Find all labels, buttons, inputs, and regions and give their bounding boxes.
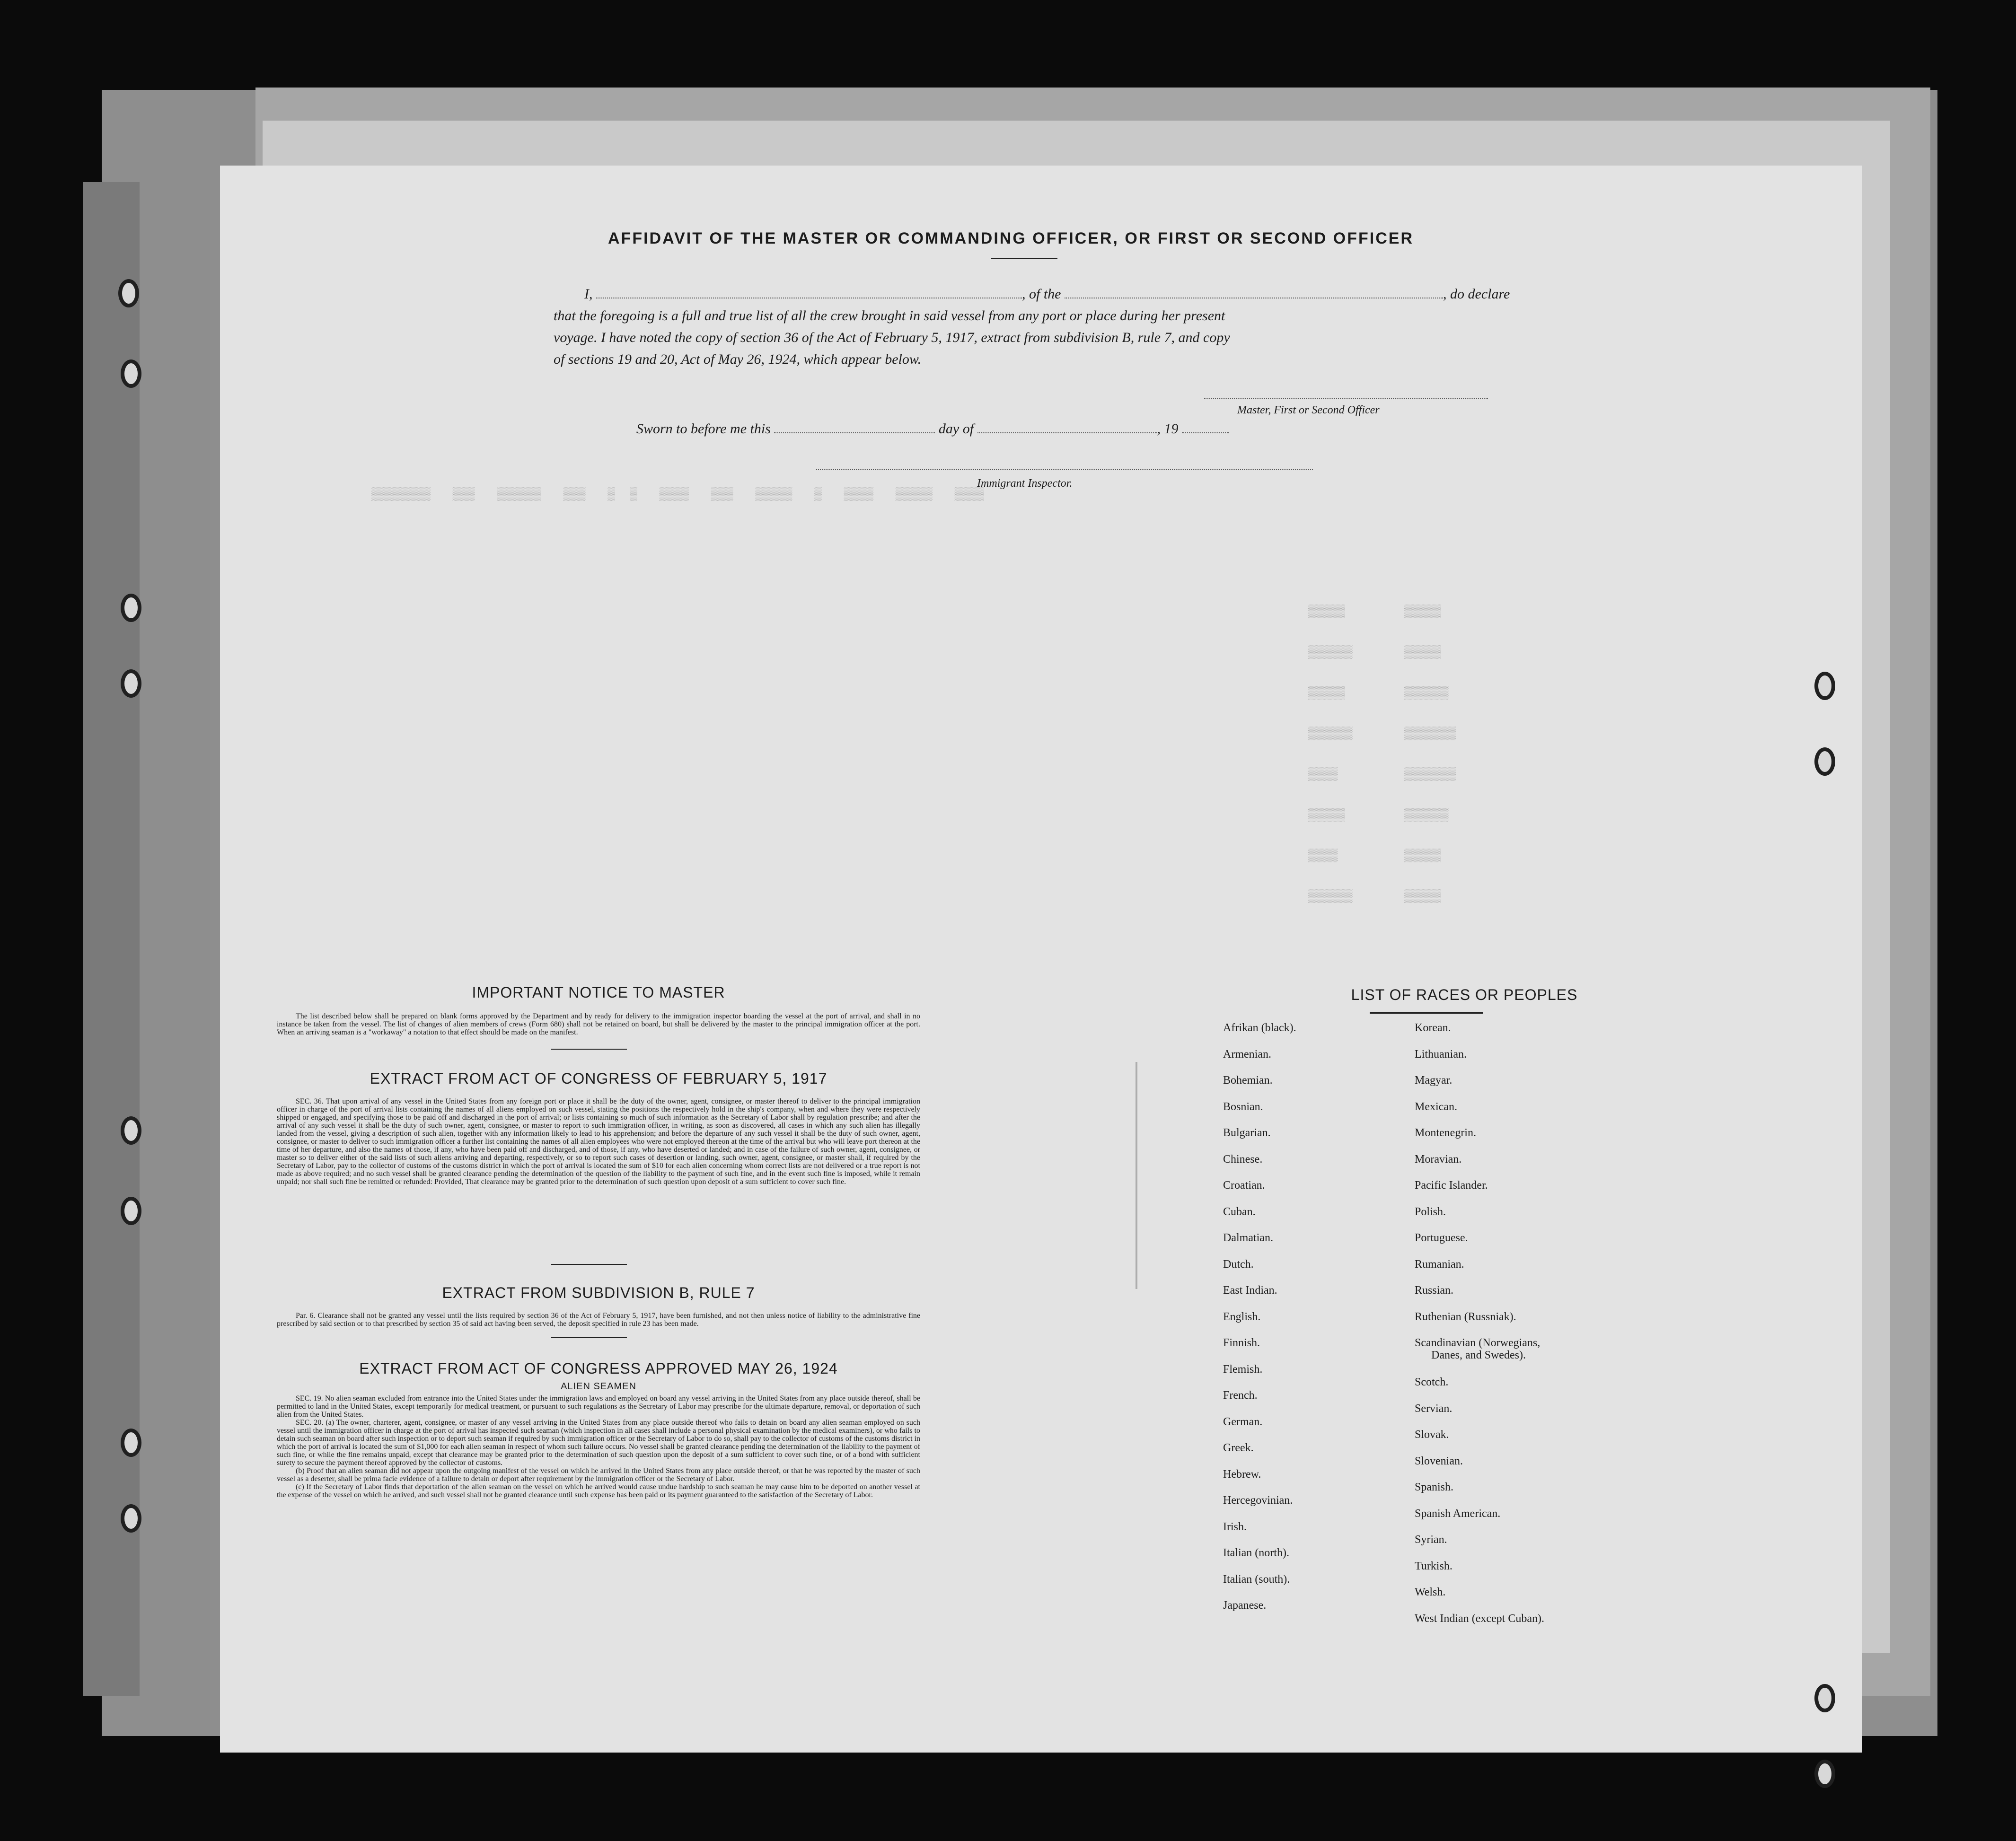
punch-hole [1814, 672, 1835, 700]
month-blank[interactable] [977, 432, 1157, 433]
race-item: Hercegovinian. [1223, 1494, 1293, 1507]
affidavit-line4: of sections 19 and 20, Act of May 26, 1924, which appear below. [554, 351, 922, 367]
year-blank[interactable] [1182, 432, 1229, 433]
race-item: Hebrew. [1223, 1468, 1261, 1481]
race-item: Dalmatian. [1223, 1232, 1273, 1244]
back-sheet-left-strip [83, 182, 140, 1696]
manifest-page [220, 166, 1862, 1753]
race-item: Russian. [1415, 1284, 1454, 1297]
affidavit-do-declare: , do declare [1443, 286, 1510, 302]
race-item: Flemish. [1223, 1363, 1263, 1376]
race-item: Montenegrin. [1415, 1127, 1476, 1139]
extract-1917-title: EXTRACT FROM ACT OF CONGRESS OF FEBRUARY 5, 1917 [370, 1070, 828, 1087]
affidavit-line2: that the foregoing is a full and true list of all the crew brought in said vessel from any port or place during her present [554, 308, 1225, 324]
punch-hole [121, 1504, 141, 1533]
sec20c-text: (c) If the Secretary of Labor finds that deportation of the alien seaman on the vessel on which he arrived would cause undue hardship to such seaman he may cause him to be deported on another vessel at the expense of the vessel on which he arrived, and such vessel shall not be granted clearance until such expense has been paid or its payment guaranteed to the satisfaction of the Secretary of Labor. [277, 1483, 920, 1499]
year-label: , 19 [1157, 421, 1179, 437]
race-item: Bulgarian. [1223, 1127, 1271, 1139]
races-title: LIST OF RACES OR PEOPLES [1351, 986, 1578, 1003]
race-item: French. [1223, 1389, 1258, 1402]
master-label: Master, First or Second Officer [1237, 404, 1380, 416]
race-item: East Indian. [1223, 1284, 1277, 1297]
punch-hole [118, 279, 139, 307]
race-item: Magyar. [1415, 1074, 1453, 1087]
race-item: Danes, and Swedes). [1431, 1349, 1526, 1361]
race-item: Slovak. [1415, 1429, 1449, 1441]
race-item: Afrikan (black). [1223, 1022, 1296, 1034]
race-item: Croatian. [1223, 1179, 1265, 1192]
race-item: Scotch. [1415, 1376, 1449, 1389]
race-item: Bosnian. [1223, 1100, 1263, 1113]
affidavit-line1 [584, 284, 1725, 305]
race-item: West Indian (except Cuban). [1415, 1612, 1544, 1625]
section-rule [551, 1049, 627, 1050]
punch-hole [121, 669, 141, 698]
sec20a-text: SEC. 20. (a) The owner, charterer, agent, consignee, or master of any vessel arriving in the United States from any place outside thereof who fails to detain on board any alien seaman employed on such vessel until the immigration officer in charge at the port of arrival has inspected such seaman (which inspection in all cases shall include a personal physical examination by the medical examiners), or who fails to detain such seaman on board after such inspection or to deport such seaman if required by such immigration officer or the Secretary of Labor to do so, shall pay to the collector of customs of the customs district in which the port of arrival is located the sum of $1,000 for each alien seaman in respect of whom such failure occurs. No vessel shall be granted clearance pending the determination of the liability to the payment of such fine, or while the fine remains unpaid, except that clearance may be granted prior to the determination of such question upon the deposit of a sum sufficient to cover such fine, or of a bond with sufficient surety to secure the payment thereof approved by the collector of customs. [277, 1419, 920, 1467]
bleed-through-marks: ▒▒▒▒▒▒▒▒ ▒▒▒ ▒▒▒▒▒▒ ▒▒▒ ▒ ▒ ▒▒▒▒ ▒▒▒ ▒▒▒▒▒ ▒ ▒▒▒▒ ▒▒▒▒▒ ▒▒▒▒ [371, 487, 985, 501]
day-label: day of [938, 421, 974, 437]
race-item: Welsh. [1415, 1586, 1446, 1599]
race-item: Spanish. [1415, 1481, 1454, 1494]
notice-body: The list described below shall be prepared on blank forms approved by the Department and by ready for delivery to the immigration inspector boarding the vessel at the port of arrival, and shall in no instance be taken from the vessel. The list of changes of alien members of crews (Form 680) shall not be retained on board, but shall be delivered by the master to the principal immigration officer at the port. When an arriving seaman is a "workaway" a notation to that effect should be made on the manifest. [277, 1012, 920, 1036]
race-item: Greek. [1223, 1442, 1254, 1454]
race-item: Armenian. [1223, 1048, 1271, 1061]
sworn-label: Sworn to before me this [636, 421, 771, 437]
race-item: Chinese. [1223, 1153, 1263, 1166]
extract-1917-body: SEC. 36. That upon arrival of any vessel in the United States from any foreign port or place it shall be the duty of the owner, agent, consignee, or master thereof to deliver to the principal immigration officer in charge of the port of arrival lists containing the names of all aliens employed on such vessel, stating the positions the respectively hold in the ship's company, when and where they were respectively shipped or engaged, and specifying those to be paid off and discharged in the port of arrival; or lists containing so much of such information as the Secretary of Labor shall by regulation prescribe; and after the arrival of any such vessel it shall be the duty of such owner, agent, consignee, or master to report to such immigration officer, in writing, as soon as discovered, all cases in which any such alien has illegally landed from the vessel, giving a description of such alien, together with any information likely to lead to his apprehension; and before the departure of any such vessel it shall be the duty of such owner, agent, consignee, or master to deliver to such immigration officer a further list containing the names of all alien employees who were not employed thereon at the time of the arrival but who will leave port thereon at the time of her departure, and also the names of those, if any, who have been paid off and discharged, and of those, if any, who have deserted or landed; and in case of the failure of such owner, agent, consignee, or master so to deliver either of the said lists of such aliens arriving and departing, respectively, or so to report such cases of desertion or landing, such owner, agent, consignee, or master shall, if required by the Secretary of Labor, pay to the collector of customs of the customs district in which the port of arrival is located the sum of $10 for each alien concerning whom correct lists are not delivered or a true report is not made as above required; and no such vessel shall be granted clearance pending the determination of the question of the liability to the payment of such fine, and in the event such fine is imposed, while it remain unpaid; nor shall such fine be remitted or refunded: Provided, That clearance may be granted prior to the determination of such question upon deposit of a sum sufficient to cover such fine. [277, 1097, 920, 1186]
race-item: Scandinavian (Norwegians, [1415, 1337, 1541, 1349]
race-item: Finnish. [1223, 1337, 1260, 1349]
sworn-line [636, 419, 1346, 439]
race-item: Moravian. [1415, 1153, 1462, 1166]
race-item: Cuban. [1223, 1205, 1256, 1218]
race-item: Syrian. [1415, 1534, 1447, 1546]
race-item: Italian (north). [1223, 1547, 1289, 1559]
race-item: Polish. [1415, 1205, 1446, 1218]
affidavit-of-the: , of the [1022, 286, 1061, 302]
affidavit-title: AFFIDAVIT OF THE MASTER OR COMMANDING OFFICER, OR FIRST OR SECOND OFFICER [608, 229, 1414, 247]
master-signature-line[interactable] [1204, 397, 1488, 399]
title-rule [991, 258, 1057, 259]
punch-hole [121, 1197, 141, 1225]
race-item: Slovenian. [1415, 1455, 1463, 1467]
race-item: Pacific Islander. [1415, 1179, 1488, 1192]
notice-title: IMPORTANT NOTICE TO MASTER [472, 984, 725, 1001]
race-item: Mexican. [1415, 1100, 1457, 1113]
affidavit-line3: voyage. I have noted the copy of section 36 of the Act of February 5, 1917, extract from subdivision B, rule 7, and copy [554, 330, 1230, 345]
punch-hole [1814, 1684, 1835, 1712]
bleed-through-marks: ▒▒▒▒▒ ▒▒▒▒▒ ▒▒▒▒▒▒ ▒▒▒▒▒ ▒▒▒▒▒ ▒▒▒▒▒▒ ▒▒▒▒▒▒ ▒▒▒▒▒▒▒ ▒▒▒▒ ▒▒▒▒▒▒▒ ▒▒▒▒▒ ▒▒▒▒▒▒ ▒▒▒▒ ▒▒▒▒▒ ▒▒▒▒▒▒ ▒▒▒▒▒ [1308, 605, 1456, 903]
race-item: Portuguese. [1415, 1232, 1468, 1244]
race-item: Japanese. [1223, 1599, 1267, 1612]
extract-1924-title: EXTRACT FROM ACT OF CONGRESS APPROVED MAY 26, 1924 [359, 1360, 838, 1377]
race-item: Dutch. [1223, 1258, 1254, 1271]
section-rule [551, 1337, 627, 1338]
race-item: German. [1223, 1415, 1263, 1428]
punch-hole [121, 359, 141, 388]
races-title-rule [1370, 1012, 1483, 1014]
sec19-text: SEC. 19. No alien seaman excluded from entrance into the United States under the immigration laws and employed on board any vessel arriving in the United States from any place outside thereof, shall be permitted to land in the United States, except temporarily for medical treatment, or pursuant to such regulations as the Secretary of Labor may prescribe for the ultimate departure, removal, or deportation of such alien from the United States. [277, 1394, 920, 1419]
race-item: Turkish. [1415, 1560, 1453, 1572]
punch-hole [1814, 1760, 1835, 1788]
rule7-body: Par. 6. Clearance shall not be granted any vessel until the lists required by section 36 of the Act of February 5, 1917, have been furnished, and not then unless notice of liability to the administrative fine prescribed by said section or to that prescribed by section 35 of said act having been served, the deposit specified in rule 23 has been made. [277, 1312, 920, 1328]
punch-hole [121, 1116, 141, 1145]
race-item: Lithuanian. [1415, 1048, 1467, 1061]
race-item: Irish. [1223, 1520, 1247, 1533]
race-item: Bohemian. [1223, 1074, 1273, 1087]
faint-ruled-line [1136, 1062, 1137, 1630]
race-item: Rumanian. [1415, 1258, 1464, 1271]
punch-hole [121, 1429, 141, 1457]
race-item: Korean. [1415, 1022, 1451, 1034]
sec20b-text: (b) Proof that an alien seaman did not appear upon the outgoing manifest of the vessel on which he arrived in the United States from any place outside thereof, or that he was reported by the master of such vessel as a deserter, shall be prima facie evidence of a failure to detain or deport after requirement by the immigration officer or the Secretary of Labor. [277, 1467, 920, 1483]
rule7-title: EXTRACT FROM SUBDIVISION B, RULE 7 [442, 1284, 755, 1301]
race-item: Ruthenian (Russniak). [1415, 1310, 1516, 1323]
race-item: Spanish American. [1415, 1507, 1501, 1520]
punch-hole [1814, 747, 1835, 776]
affidavit-i: I, [584, 286, 593, 302]
race-item: Italian (south). [1223, 1573, 1290, 1586]
inspector-label: Immigrant Inspector. [977, 477, 1073, 490]
race-item: Servian. [1415, 1402, 1453, 1415]
section-rule [551, 1264, 627, 1265]
extract-1924-subtitle: ALIEN SEAMEN [561, 1381, 636, 1392]
day-blank[interactable] [774, 432, 935, 433]
extract-1924-body [277, 1394, 920, 1499]
inspector-signature-line[interactable] [816, 468, 1313, 470]
race-item: English. [1223, 1310, 1261, 1323]
punch-hole [121, 594, 141, 622]
